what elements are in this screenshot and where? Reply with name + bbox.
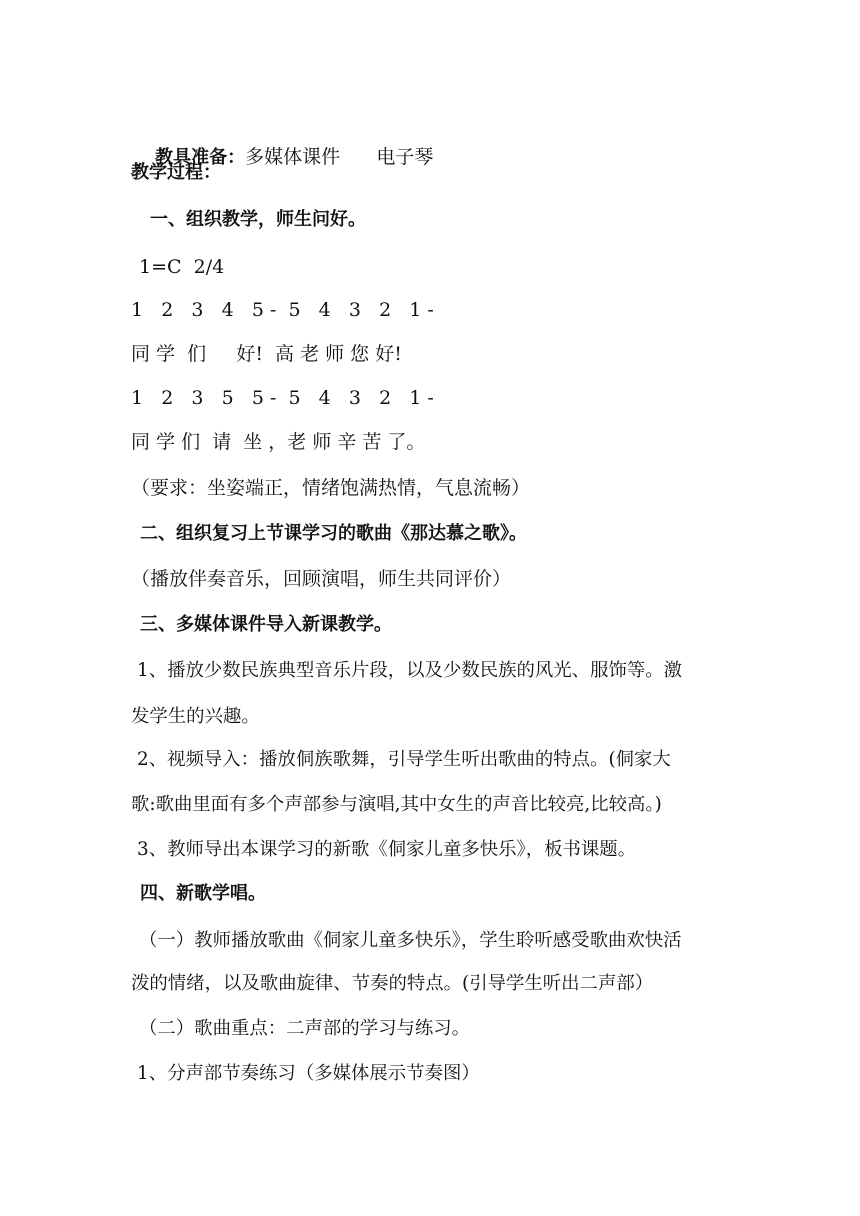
section-4-title: 四、新歌学唱。 bbox=[140, 883, 266, 904]
prep-line bbox=[131, 112, 434, 168]
section-3-item-2b: 歌:歌曲里面有多个声部参与演唱,其中女生的声音比较亮,比较高。) bbox=[131, 794, 662, 815]
prep-items: 多媒体课件 电子琴 bbox=[245, 146, 434, 168]
section-3-item-2a: 2、视频导入：播放侗族歌舞，引导学生听出歌曲的特点。(侗家大 bbox=[137, 749, 671, 770]
requirement-note: （要求：坐姿端正，情绪饱满热情，气息流畅） bbox=[131, 477, 531, 499]
section-3-item-1b: 发学生的兴趣。 bbox=[131, 706, 260, 727]
section-4-sub-1a: （一）教师播放歌曲《侗家儿童多快乐》，学生聆听感受歌曲欢快活 bbox=[139, 930, 682, 951]
notation-row-2: 1 2 3 5 5 - 5 4 3 2 1 - bbox=[131, 387, 434, 409]
section-4-sub-1b: 泼的情绪，以及歌曲旋律、节奏的特点。(引导学生听出二声部） bbox=[131, 973, 654, 994]
section-2-note: （播放伴奏音乐，回顾演唱，师生共同评价） bbox=[131, 568, 512, 590]
process-label: 教学过程： bbox=[131, 162, 221, 183]
lyrics-row-2: 同 学 们 请 坐 ，老 师 辛 苦 了。 bbox=[131, 431, 426, 453]
prep-label: 教具准备： bbox=[155, 147, 246, 168]
key-signature: 1=C 2/4 bbox=[139, 256, 225, 278]
section-3-title: 三、多媒体课件导入新课教学。 bbox=[140, 614, 392, 635]
section-3-item-1a: 1、播放少数民族典型音乐片段，以及少数民族的风光、服饰等。激 bbox=[137, 660, 683, 681]
lyrics-row-1: 同 学 们 好! 高 老 师 您 好! bbox=[131, 343, 402, 365]
section-1-title: 一、组织教学，师生问好。 bbox=[150, 209, 366, 230]
section-3-item-3: 3、教师导出本课学习的新歌《侗家儿童多快乐》，板书课题。 bbox=[137, 839, 637, 860]
section-2-title: 二、组织复习上节课学习的歌曲《那达慕之歌》。 bbox=[140, 523, 527, 544]
section-4-item-1: 1、分声部节奏练习（多媒体展示节奏图） bbox=[137, 1063, 480, 1084]
section-4-sub-2: （二）歌曲重点：二声部的学习与练习。 bbox=[139, 1018, 471, 1039]
notation-row-1: 1 2 3 4 5 - 5 4 3 2 1 - bbox=[131, 299, 434, 321]
